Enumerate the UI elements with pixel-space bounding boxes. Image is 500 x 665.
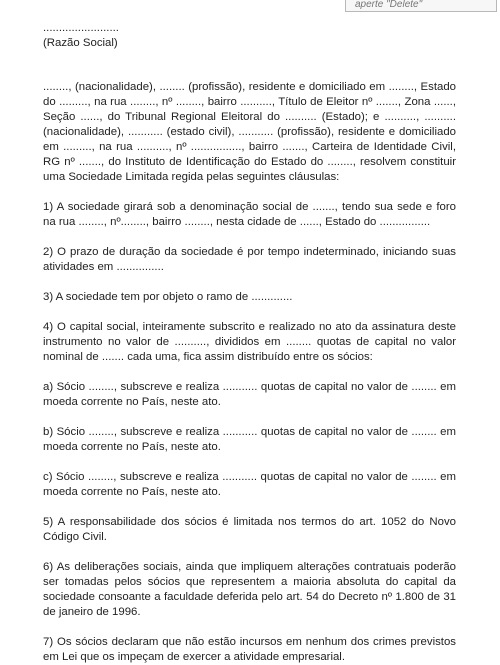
clause-2: 2) O prazo de duração da sociedade é por tempo indeterminado, iniciando suas atividades em ...............	[43, 246, 456, 273]
document-page	[43, 21, 456, 665]
clause-4: 4) O capital social, inteiramente subscrito e realizado no ato da assinatura deste instrumento no valor de .........., divididos em ........ quotas de capital no valor nominal de ....... cada uma, fica assim distribuído entre os sócios:	[43, 321, 456, 363]
clause-5: 5) A responsabilidade dos sócios é limitada nos termos do art. 1052 do Novo Código Civil.	[43, 516, 456, 543]
clause-7: 7) Os sócios declaram que não estão incursos em nenhum dos crimes previstos em Lei que os impeçam de exercer a atividade empresarial.	[43, 636, 456, 663]
clause-4c: c) Sócio ........, subscreve e realiza ........... quotas de capital no valor de ........ em moeda corrente no País, neste ato.	[43, 471, 456, 498]
clause-1: 1) A sociedade girará sob a denominação social de ......., tendo sua sede e foro na rua ........, nº........, bairro ........, nesta cidade de ......, Estado do ................	[43, 201, 456, 228]
clause-6: 6) As deliberações sociais, ainda que impliquem alterações contratuais poderão ser tomadas pelos sócios que representem a maioria absoluta do capital da sociedade consoante a faculdade deferida pelo art. 54 do Decreto nº 1.800 de 31 de janeiro de 1996.	[43, 561, 456, 618]
intro-paragraph: ........, (nacionalidade), ........ (profissão), residente e domiciliado em ........, Estado do ........., na rua ........, nº ........, bairro .........., Título de Eleitor nº ......., Zona ......, Seção ......, do Tribunal Regional Eleitoral do .......... (Estado); e .........., .......... (nacionalidade), ........... (estado civil), ........... (profissão), residente e domiciliado em ........., na rua .........., nº ................, bairro ......., Carteira de Identidade Civil, RG nº ......., do Instituto de Identificação do Estado do ........, resolvem constituir uma Sociedade Limitada regida pelas seguintes cláusulas:	[43, 81, 456, 183]
company-name-label: (Razão Social)	[43, 37, 118, 49]
clause-4a: a) Sócio ........, subscreve e realiza ........... quotas de capital no valor de ........ em moeda corrente no País, neste ato.	[43, 381, 456, 408]
delete-hint-box: aperte "Delete"	[345, 0, 497, 12]
clause-3: 3) A sociedade tem por objeto o ramo de .............	[43, 291, 293, 303]
clause-4b: b) Sócio ........, subscreve e realiza ........... quotas de capital no valor de ........ em moeda corrente no País, neste ato.	[43, 426, 456, 453]
header-dots: ........................	[43, 22, 119, 34]
